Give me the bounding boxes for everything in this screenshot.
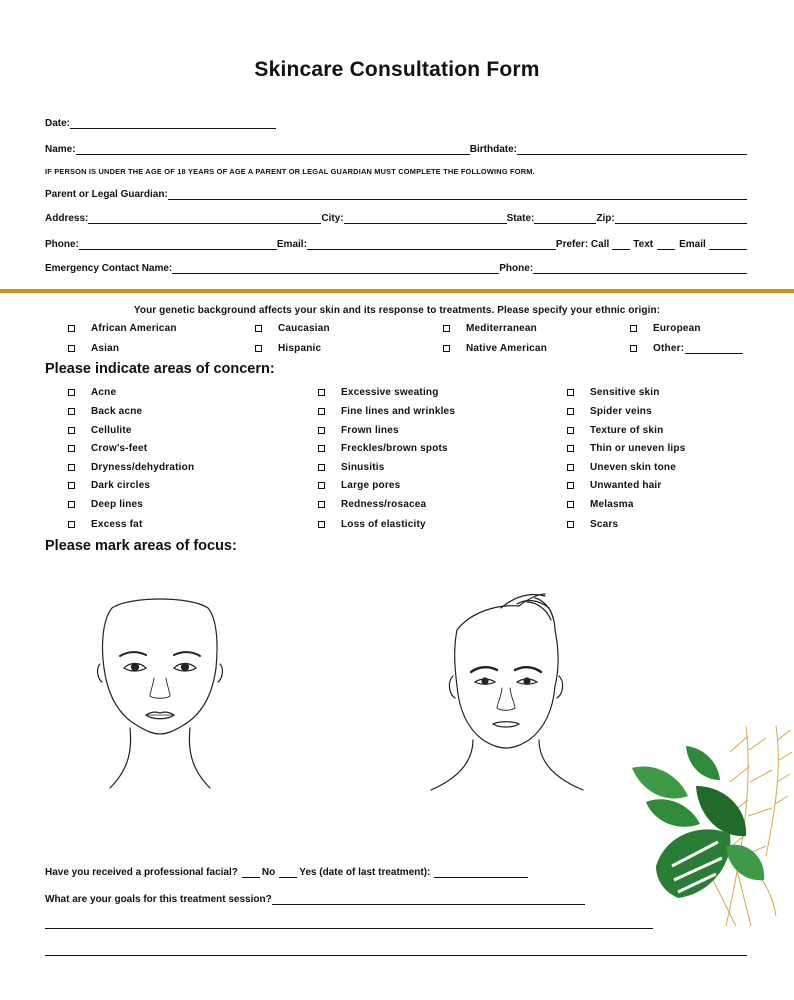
female-nose bbox=[150, 678, 170, 698]
concern-item[interactable]: Texture of skin bbox=[567, 425, 663, 436]
male-lips bbox=[493, 722, 519, 727]
ethnic-option-other[interactable]: Other: bbox=[630, 343, 743, 354]
male-nose bbox=[497, 688, 515, 710]
checkbox[interactable] bbox=[567, 482, 574, 489]
female-right-pupil bbox=[182, 664, 189, 671]
concern-item[interactable]: Sensitive skin bbox=[567, 387, 660, 398]
date-field[interactable] bbox=[70, 118, 276, 129]
guardian-row bbox=[45, 184, 747, 200]
concern-item[interactable]: Fine lines and wrinkles bbox=[318, 406, 455, 417]
checkbox[interactable] bbox=[318, 501, 325, 508]
checkbox[interactable] bbox=[68, 464, 75, 471]
checkbox[interactable] bbox=[443, 345, 450, 352]
facial-no-label: No bbox=[261, 867, 276, 878]
checkbox[interactable] bbox=[318, 445, 325, 452]
ethnic-option[interactable]: Asian bbox=[68, 343, 119, 354]
concern-item[interactable]: Scars bbox=[567, 519, 618, 530]
prefer-call-label: Prefer: Call bbox=[555, 239, 610, 250]
leaf-right-low bbox=[726, 845, 764, 880]
concern-item[interactable]: Uneven skin tone bbox=[567, 462, 676, 473]
female-face-diagram[interactable] bbox=[90, 598, 230, 792]
address-field[interactable] bbox=[88, 213, 321, 224]
checkbox[interactable] bbox=[567, 389, 574, 396]
male-jawline bbox=[457, 686, 555, 748]
checkbox[interactable] bbox=[318, 427, 325, 434]
concerns-title: Please indicate areas of concern: bbox=[45, 361, 275, 377]
ethnic-option[interactable]: European bbox=[630, 323, 701, 334]
concern-item[interactable]: Large pores bbox=[318, 480, 400, 491]
concern-item[interactable]: Deep lines bbox=[68, 499, 143, 510]
email-label: Email: bbox=[276, 239, 307, 250]
checkbox[interactable] bbox=[68, 521, 75, 528]
goals-answer-line-1[interactable] bbox=[45, 928, 653, 929]
goals-answer-line-2[interactable] bbox=[45, 955, 747, 956]
ethnic-option[interactable]: Caucasian bbox=[255, 323, 330, 334]
facial-yes-label: Yes (date of last treatment): bbox=[299, 867, 431, 878]
female-right-ear bbox=[218, 664, 222, 682]
checkbox[interactable] bbox=[68, 445, 75, 452]
checkbox[interactable] bbox=[318, 389, 325, 396]
emergency-row bbox=[45, 258, 747, 274]
address-label: Address: bbox=[45, 213, 89, 224]
checkbox[interactable] bbox=[567, 427, 574, 434]
checkbox[interactable] bbox=[68, 501, 75, 508]
emergency-field[interactable] bbox=[172, 263, 499, 274]
concern-item[interactable]: Excess fat bbox=[68, 519, 142, 530]
last-treatment-date-field[interactable] bbox=[434, 867, 528, 878]
leaf-left-top bbox=[632, 766, 688, 798]
guardian-field[interactable] bbox=[168, 189, 747, 200]
checkbox[interactable] bbox=[567, 521, 574, 528]
concern-item[interactable]: Cellulite bbox=[68, 425, 132, 436]
goals-field[interactable] bbox=[272, 894, 585, 905]
male-hair-wave-4 bbox=[535, 598, 553, 618]
emergency-phone-field[interactable] bbox=[533, 263, 747, 274]
female-hairline-left bbox=[103, 608, 112, 668]
checkbox[interactable] bbox=[567, 464, 574, 471]
emergency-label: Emergency Contact Name: bbox=[45, 263, 173, 274]
phone-field[interactable] bbox=[79, 239, 277, 250]
concern-item[interactable]: Dark circles bbox=[68, 480, 150, 491]
concern-item[interactable]: Frown lines bbox=[318, 425, 399, 436]
male-left-brow bbox=[471, 667, 497, 672]
date-row bbox=[45, 113, 747, 129]
female-hairline bbox=[112, 599, 217, 668]
prefer-text-label: Text bbox=[633, 239, 654, 250]
name-label: Name: bbox=[45, 144, 76, 155]
name-row bbox=[45, 139, 747, 155]
form-title: Skincare Consultation Form bbox=[254, 58, 540, 81]
ethnic-option[interactable]: Native American bbox=[443, 343, 547, 354]
leaf-center bbox=[696, 786, 746, 836]
male-right-brow bbox=[515, 667, 541, 672]
concern-item[interactable]: Unwanted hair bbox=[567, 480, 662, 491]
checkbox[interactable] bbox=[68, 345, 75, 352]
female-lips bbox=[146, 712, 174, 719]
leaf-decoration-icon bbox=[626, 716, 794, 932]
prefer-text-field[interactable] bbox=[657, 239, 675, 250]
zip-label: Zip: bbox=[596, 213, 615, 224]
facial-question-row bbox=[45, 867, 528, 878]
checkbox[interactable] bbox=[255, 345, 262, 352]
checkbox[interactable] bbox=[567, 445, 574, 452]
female-neck-left bbox=[110, 728, 131, 788]
concern-item[interactable]: Loss of elasticity bbox=[318, 519, 426, 530]
male-temple-left bbox=[455, 630, 457, 686]
guardian-notice: IF PERSON IS UNDER THE AGE OF 18 YEARS OF AGE A PARENT OR LEGAL GUARDIAN MUST COMPLETE THE FOLLOWING FORM. bbox=[45, 167, 535, 176]
birthdate-label: Birthdate: bbox=[469, 144, 517, 155]
female-right-brow bbox=[174, 652, 200, 656]
zip-field[interactable] bbox=[615, 213, 747, 224]
prefer-email-label: Email bbox=[679, 239, 706, 250]
leaf-small-top bbox=[686, 746, 720, 780]
male-face-diagram[interactable] bbox=[427, 590, 587, 796]
checkbox[interactable] bbox=[318, 464, 325, 471]
male-neck-left bbox=[431, 740, 473, 790]
monstera-leaf bbox=[656, 829, 730, 898]
leaf-left-mid bbox=[646, 799, 700, 827]
name-field[interactable] bbox=[76, 144, 470, 155]
focus-title: Please mark areas of focus: bbox=[45, 538, 237, 554]
state-label: State: bbox=[506, 213, 535, 224]
phone-row bbox=[45, 234, 747, 250]
concern-item[interactable]: Crow’s-feet bbox=[68, 443, 147, 454]
male-right-ear bbox=[557, 676, 563, 698]
facial-no-field[interactable] bbox=[242, 867, 260, 878]
city-field[interactable] bbox=[344, 213, 507, 224]
emergency-phone-label: Phone: bbox=[499, 263, 534, 274]
concern-item[interactable]: Redness/rosacea bbox=[318, 499, 426, 510]
concern-item[interactable]: Back acne bbox=[68, 406, 142, 417]
checkbox[interactable] bbox=[255, 325, 262, 332]
ethnic-option[interactable]: Hispanic bbox=[255, 343, 321, 354]
concern-item[interactable]: Excessive sweating bbox=[318, 387, 439, 398]
concern-item[interactable]: Freckles/brown spots bbox=[318, 443, 448, 454]
concern-item[interactable]: Thin or uneven lips bbox=[567, 443, 685, 454]
concern-item[interactable]: Sinusitis bbox=[318, 462, 384, 473]
female-left-ear bbox=[98, 664, 102, 682]
section-divider bbox=[0, 289, 794, 293]
checkbox[interactable] bbox=[318, 408, 325, 415]
goals-question-row bbox=[45, 894, 585, 905]
checkbox[interactable] bbox=[318, 482, 325, 489]
concern-item[interactable]: Dryness/dehydration bbox=[68, 462, 194, 473]
female-jawline bbox=[104, 668, 216, 734]
city-label: City: bbox=[321, 213, 344, 224]
checkbox[interactable] bbox=[567, 501, 574, 508]
concern-item[interactable]: Spider veins bbox=[567, 406, 652, 417]
other-ethnic-field[interactable] bbox=[685, 343, 743, 354]
state-field[interactable] bbox=[534, 213, 596, 224]
male-hair-wave-3 bbox=[527, 602, 551, 620]
prefer-email-field[interactable] bbox=[709, 239, 747, 250]
facial-question-label: Have you received a professional facial? bbox=[45, 867, 238, 878]
checkbox[interactable] bbox=[567, 408, 574, 415]
male-right-pupil bbox=[524, 678, 530, 684]
birthdate-field[interactable] bbox=[517, 144, 747, 155]
checkbox[interactable] bbox=[630, 325, 637, 332]
female-left-pupil bbox=[132, 664, 139, 671]
date-label: Date: bbox=[45, 118, 71, 129]
male-neck-right bbox=[539, 740, 583, 790]
address-row bbox=[45, 208, 747, 224]
ethnic-option[interactable]: African American bbox=[68, 323, 177, 334]
checkbox[interactable] bbox=[68, 325, 75, 332]
checkbox[interactable] bbox=[68, 408, 75, 415]
checkbox[interactable] bbox=[68, 482, 75, 489]
concern-item[interactable]: Melasma bbox=[567, 499, 634, 510]
concern-item[interactable]: Acne bbox=[68, 387, 116, 398]
checkbox[interactable] bbox=[318, 521, 325, 528]
goals-question-label: What are your goals for this treatment session? bbox=[45, 894, 272, 905]
checkbox[interactable] bbox=[630, 345, 637, 352]
facial-yes-field[interactable] bbox=[279, 867, 297, 878]
female-left-brow bbox=[120, 652, 146, 656]
male-left-pupil bbox=[482, 678, 488, 684]
phone-label: Phone: bbox=[45, 239, 79, 250]
ethnic-option[interactable]: Mediterranean bbox=[443, 323, 537, 334]
male-hair-top bbox=[457, 594, 545, 630]
checkbox[interactable] bbox=[68, 389, 75, 396]
guardian-label: Parent or Legal Guardian: bbox=[45, 189, 168, 200]
checkbox[interactable] bbox=[68, 427, 75, 434]
male-temple-right bbox=[555, 630, 558, 686]
prefer-call-field[interactable] bbox=[612, 239, 630, 250]
ethnic-intro: Your genetic background affects your skin and its response to treatments. Please specify your ethnic origin: bbox=[133, 305, 661, 316]
male-left-ear bbox=[449, 676, 455, 698]
female-neck-right bbox=[189, 728, 210, 788]
checkbox[interactable] bbox=[443, 325, 450, 332]
email-field[interactable] bbox=[307, 239, 556, 250]
